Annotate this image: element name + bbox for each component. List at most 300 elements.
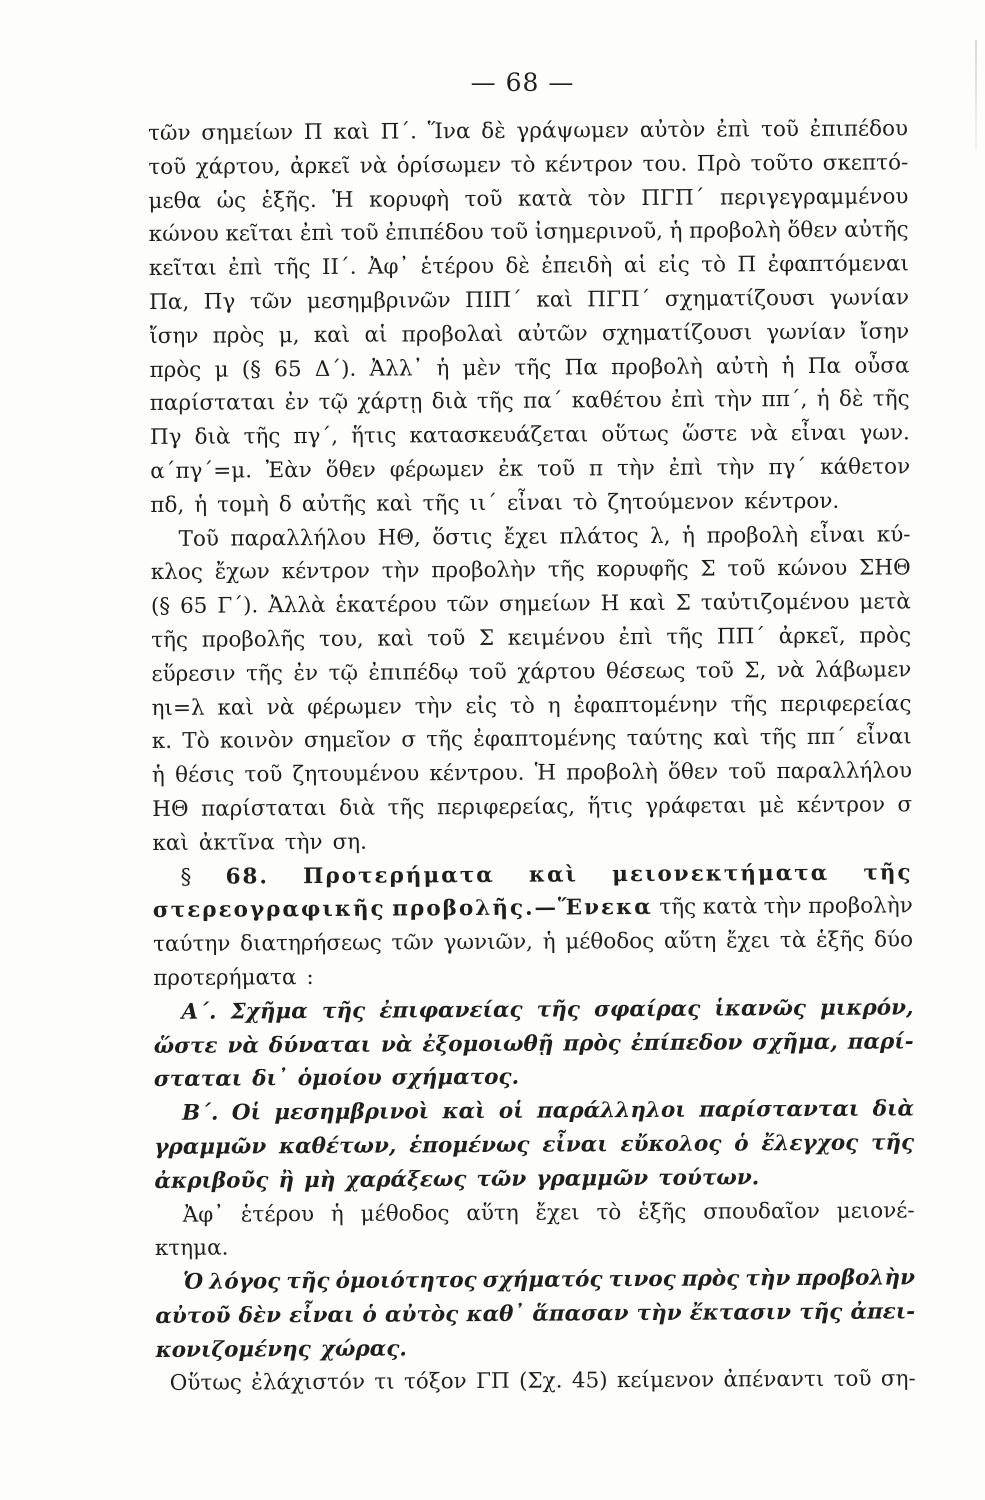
word: ἐπιπέδου bbox=[385, 220, 484, 246]
text-line bbox=[150, 417, 910, 455]
word: μὲν bbox=[462, 355, 502, 381]
word: ὁμοίου bbox=[297, 1065, 382, 1092]
word: οἱ bbox=[498, 1098, 524, 1124]
word: ἀρκεῖ bbox=[289, 153, 351, 179]
word: ΠΠ΄ bbox=[716, 624, 766, 650]
word: πρὸς bbox=[681, 1266, 740, 1292]
word: ὅστις bbox=[432, 524, 493, 550]
word: αὐτὴ bbox=[715, 353, 769, 380]
word: δὲ bbox=[505, 253, 530, 280]
word: εἰς bbox=[465, 693, 498, 719]
word: ἡ bbox=[669, 219, 683, 245]
word: σχῆμα, bbox=[752, 1029, 838, 1055]
word: καὶ bbox=[528, 861, 579, 888]
word: τῆς bbox=[870, 1130, 915, 1156]
word: δ bbox=[278, 491, 292, 517]
word: § bbox=[180, 864, 192, 890]
word: σφαίρας bbox=[594, 996, 701, 1023]
word: ἐπὶ bbox=[668, 455, 703, 481]
word: ἴσην bbox=[149, 323, 199, 349]
word: οὕτως bbox=[601, 421, 669, 448]
word: τινος bbox=[608, 1266, 676, 1293]
word: ΓΠ bbox=[475, 1369, 510, 1395]
text-line bbox=[153, 923, 913, 961]
word: ἡ bbox=[194, 492, 208, 518]
text-line bbox=[151, 552, 911, 590]
word: τὴν bbox=[414, 693, 453, 719]
word: τοῦ bbox=[833, 1367, 872, 1393]
word: πδ, bbox=[150, 492, 185, 518]
word: ηι=λ bbox=[151, 695, 205, 721]
word: μέθοδος bbox=[360, 1200, 450, 1227]
text-line bbox=[154, 1126, 914, 1164]
word: 68. bbox=[225, 863, 270, 890]
word: αὐτὸν bbox=[639, 117, 706, 143]
text-line bbox=[150, 484, 910, 522]
word: ὡς bbox=[216, 187, 247, 214]
word: ἔλεγχος bbox=[761, 1130, 859, 1157]
text-line bbox=[154, 1025, 914, 1063]
word: τῆς bbox=[321, 998, 366, 1024]
word: κέντρου. bbox=[429, 760, 525, 787]
word: ταύτης bbox=[626, 725, 704, 752]
word: τὴν bbox=[616, 455, 655, 482]
word: γωνιῶν, bbox=[443, 929, 534, 956]
word: Ἵνα bbox=[427, 119, 471, 145]
word: ἐπὶ bbox=[228, 255, 263, 281]
word: παραλλήλου bbox=[776, 758, 913, 785]
word: ὅθεν bbox=[325, 457, 376, 483]
word: εἶναι bbox=[809, 522, 866, 548]
word: φέρωμεν bbox=[389, 456, 485, 483]
word: διὰ bbox=[872, 1096, 915, 1122]
word: γράψωμεν bbox=[516, 118, 630, 144]
word: κορυφὴ bbox=[369, 186, 450, 213]
word: Ἀλλ᾽ bbox=[369, 355, 424, 382]
word: ΣΗΘ bbox=[859, 555, 911, 582]
word: ἢ bbox=[278, 1167, 295, 1193]
text-line bbox=[151, 586, 911, 624]
word: διὰ bbox=[339, 795, 376, 821]
word: ἀκριβοῦς bbox=[154, 1167, 269, 1194]
word: ὁμοιότητος bbox=[335, 1268, 477, 1294]
text-line bbox=[150, 518, 910, 556]
word: ὁ bbox=[734, 1131, 749, 1157]
word: Τὸ bbox=[182, 728, 210, 755]
word: περιγεγραμμένου bbox=[719, 183, 909, 211]
text-line bbox=[149, 349, 909, 387]
word: ἔχει bbox=[503, 524, 549, 550]
word: παραλλήλου bbox=[230, 525, 367, 552]
text-line bbox=[149, 315, 909, 353]
word: καὶ bbox=[536, 287, 573, 313]
text-line bbox=[148, 146, 908, 184]
word: ππ΄ bbox=[806, 725, 846, 751]
word: ζητουμένου bbox=[292, 761, 420, 788]
word: κορυφῆς bbox=[596, 557, 689, 583]
word: καὶ bbox=[376, 491, 413, 517]
text-line bbox=[153, 991, 913, 1029]
word: : bbox=[306, 964, 314, 990]
word: Η bbox=[600, 591, 620, 617]
word: ἴσην bbox=[860, 319, 910, 345]
word: ἐκ bbox=[498, 456, 524, 482]
word: ὁρίσωμεν bbox=[396, 152, 502, 179]
word: αἱ bbox=[623, 253, 647, 279]
word: Α΄. bbox=[181, 999, 217, 1025]
word: ἐπίπεδον bbox=[630, 1029, 743, 1056]
word: εἶναι bbox=[507, 490, 563, 516]
word: σημείων bbox=[201, 120, 294, 146]
word: τὸ bbox=[509, 693, 535, 719]
word: σημεῖον bbox=[303, 727, 392, 754]
word: νὰ bbox=[266, 694, 295, 720]
word: ἑξῆς bbox=[637, 1199, 687, 1225]
word: π bbox=[588, 456, 604, 482]
word: σταται bbox=[153, 1066, 243, 1093]
word: ἡ bbox=[542, 929, 556, 955]
word: νὰ bbox=[776, 657, 805, 683]
word: ἐλάχιστόν bbox=[251, 1370, 366, 1396]
word: τὸ bbox=[701, 252, 727, 278]
word: 65 bbox=[179, 593, 208, 619]
word: τῆς bbox=[872, 386, 910, 412]
word: ἔκτασιν bbox=[689, 1299, 792, 1326]
word: προβολῆς bbox=[201, 627, 306, 653]
word: Πγ bbox=[149, 424, 182, 451]
word: τὴν bbox=[714, 387, 753, 413]
text-line bbox=[152, 822, 912, 860]
word: κεῖται bbox=[225, 221, 294, 247]
word: χάρτου, bbox=[195, 153, 281, 180]
word: τοῦ bbox=[537, 456, 576, 482]
word: εἰς bbox=[658, 252, 690, 279]
text-line bbox=[153, 890, 913, 928]
word: μὲ bbox=[758, 793, 785, 819]
word: δὲν bbox=[238, 1303, 282, 1329]
word: ἅπασαν bbox=[532, 1300, 629, 1327]
word: Ἡ bbox=[534, 760, 557, 786]
word: Ἀφ᾽ bbox=[367, 254, 410, 280]
word: 65 bbox=[274, 356, 302, 382]
word: εἶναι bbox=[542, 1132, 608, 1158]
word: διὰ bbox=[431, 389, 468, 415]
word: προβολὴ bbox=[610, 354, 703, 380]
word: σχήματος. bbox=[391, 1065, 520, 1091]
word: ση- bbox=[880, 1366, 916, 1393]
word: ἐξομοιωθῇ bbox=[422, 1031, 554, 1057]
word: τῆς bbox=[286, 1269, 330, 1295]
word: ἑτέρου bbox=[240, 1201, 315, 1227]
text-line bbox=[152, 687, 912, 725]
word: Δ΄). bbox=[314, 356, 357, 382]
word: τῆς bbox=[666, 624, 704, 650]
word: εὔκολος bbox=[620, 1131, 722, 1158]
text-line bbox=[152, 721, 912, 759]
word: κονιζομένης bbox=[155, 1336, 311, 1363]
word: τὸ bbox=[510, 152, 536, 178]
word: τῆς bbox=[426, 727, 464, 753]
word: σχηματίζουσι bbox=[601, 320, 753, 347]
word: κατὰ bbox=[702, 894, 758, 920]
word: Π bbox=[737, 252, 757, 278]
word: τῶν bbox=[148, 120, 191, 146]
word: σ bbox=[401, 727, 417, 753]
word: προβολὴ bbox=[689, 218, 781, 245]
word: προβολὴν bbox=[808, 893, 913, 920]
word: χάρτῃ bbox=[357, 389, 423, 416]
word: ση. bbox=[332, 829, 368, 855]
word: τὴν bbox=[636, 1300, 682, 1326]
word: ὅθεν bbox=[787, 218, 838, 244]
text-line bbox=[152, 754, 912, 792]
word: κώνου bbox=[148, 221, 219, 248]
word: διατηρήσεως bbox=[240, 930, 382, 957]
word: ἀπέναντι bbox=[723, 1367, 825, 1393]
word: τι bbox=[374, 1370, 395, 1396]
word: ἐπιφανείας bbox=[379, 997, 523, 1024]
word: τῆς bbox=[659, 894, 697, 921]
word: ἐν bbox=[284, 390, 310, 416]
word: ἐπὶ bbox=[299, 221, 335, 247]
word: περιφερείας bbox=[780, 690, 912, 717]
word: καὶ bbox=[333, 119, 370, 145]
word: ΗΘ, bbox=[377, 524, 421, 551]
word: του. bbox=[642, 151, 688, 177]
word: Γ΄). bbox=[217, 593, 259, 619]
word: Πρὸ bbox=[696, 151, 742, 177]
word: ΗΘ bbox=[152, 796, 189, 822]
word: τὸ bbox=[596, 1199, 622, 1225]
word: τοῦ bbox=[727, 556, 766, 582]
word: παρίσταται bbox=[201, 795, 327, 822]
word: Σ bbox=[478, 625, 495, 651]
word: αὐτὸς bbox=[384, 1302, 459, 1328]
text-line bbox=[148, 180, 908, 218]
word: αὐτῆς bbox=[301, 491, 367, 517]
word: πγ΄ bbox=[768, 454, 807, 481]
word: μ, bbox=[278, 322, 300, 348]
word: διὰ bbox=[194, 424, 231, 450]
word: ἑπομένως bbox=[409, 1132, 530, 1159]
word: ἐφαπτομένην bbox=[573, 692, 718, 718]
word: νὰ bbox=[359, 153, 388, 179]
word: πρὸς bbox=[859, 623, 912, 649]
word: χώρας. bbox=[320, 1336, 407, 1362]
word: σημείων bbox=[498, 591, 591, 618]
word: μεσημβρινῶν bbox=[306, 288, 451, 315]
word: τῆς bbox=[422, 490, 460, 517]
word: τὴν bbox=[763, 894, 802, 920]
word: ὁ bbox=[362, 1302, 377, 1328]
word: τὴν bbox=[716, 455, 755, 481]
word: κτημα. bbox=[154, 1235, 229, 1262]
word: προβολὴν bbox=[796, 1265, 916, 1292]
word: Προτερήματα bbox=[303, 862, 495, 889]
text-line bbox=[149, 214, 909, 252]
word: ἐπὶ bbox=[618, 624, 653, 651]
word: τῷ bbox=[318, 390, 349, 416]
word: τοῦ bbox=[490, 220, 529, 246]
word: φέρωμεν bbox=[307, 694, 402, 720]
word: τομὴ bbox=[217, 492, 269, 518]
word: τῆς bbox=[863, 859, 913, 886]
word: λόγος bbox=[209, 1269, 281, 1295]
word: νὰ bbox=[750, 421, 778, 447]
text-line bbox=[153, 957, 913, 995]
word: αὐτῆς bbox=[844, 217, 909, 244]
word: Πα bbox=[564, 354, 598, 381]
text-line bbox=[150, 450, 910, 488]
text-line bbox=[155, 1194, 915, 1232]
word: κατὰ bbox=[517, 186, 573, 212]
word: πρὸς bbox=[149, 357, 202, 383]
word: Πα bbox=[807, 353, 842, 379]
text-line bbox=[154, 1059, 914, 1097]
word: κ. bbox=[151, 729, 173, 755]
word: προβολὴ bbox=[566, 760, 658, 786]
word: κέντρον bbox=[796, 792, 886, 818]
text-line bbox=[150, 383, 910, 421]
word: τοῦ bbox=[728, 759, 767, 785]
word: νὰ bbox=[227, 1032, 260, 1059]
word: μειονεκτήματα bbox=[612, 860, 830, 887]
word: ΙΙ΄. bbox=[321, 254, 357, 281]
word: θέσις bbox=[175, 762, 235, 788]
word: τῆς bbox=[273, 255, 311, 281]
word: μετὰ bbox=[859, 589, 911, 615]
word: τῆς bbox=[536, 997, 581, 1023]
word: καὶ bbox=[629, 591, 666, 617]
word: οὖσα bbox=[854, 352, 910, 379]
word: μικρόν, bbox=[820, 995, 914, 1021]
word: ἡ bbox=[436, 355, 450, 381]
word: πα΄ bbox=[522, 388, 563, 415]
word: η bbox=[547, 693, 561, 719]
word: ἰσημερινοῦ, bbox=[534, 219, 664, 246]
word: 45) bbox=[571, 1368, 608, 1394]
text-line bbox=[155, 1329, 915, 1367]
word: ἔχει bbox=[725, 928, 771, 954]
word: Πγ bbox=[203, 289, 236, 315]
word: καθέτου bbox=[571, 388, 662, 414]
word: τῆς bbox=[151, 627, 189, 653]
word: εἶναι bbox=[855, 724, 912, 751]
text-line bbox=[151, 619, 911, 657]
word: ἀρκεῖ, bbox=[778, 623, 846, 650]
word: στερεογραφικῆς bbox=[152, 896, 386, 924]
word: δὲ bbox=[481, 118, 506, 144]
word: ἱκανῶς bbox=[714, 995, 807, 1022]
word: (§ bbox=[241, 356, 262, 383]
word: μεσημβρινοὶ bbox=[274, 1099, 430, 1126]
text-line bbox=[148, 112, 908, 150]
word: ἔχει bbox=[535, 1199, 580, 1226]
word: ἐπιπέδῳ bbox=[368, 659, 459, 686]
word: τῶν bbox=[476, 1166, 527, 1192]
word: γραμμῶν bbox=[154, 1134, 267, 1160]
word: παρί- bbox=[847, 1028, 914, 1055]
word: ιι΄ bbox=[469, 490, 498, 516]
word: τῆς bbox=[514, 355, 552, 381]
word: ἑξῆς. bbox=[261, 187, 317, 213]
word: καὶ bbox=[313, 322, 351, 348]
text-line bbox=[154, 1092, 914, 1130]
text-line bbox=[153, 856, 913, 894]
word: ἑκατέρου bbox=[335, 592, 437, 619]
word: προτερήματα bbox=[153, 965, 297, 991]
word: αὕτη bbox=[663, 928, 717, 954]
word: τοῦτο bbox=[750, 150, 814, 177]
word: τῆς bbox=[246, 660, 283, 687]
word: δύναται bbox=[268, 1032, 372, 1058]
word: Ἀλλὰ bbox=[268, 593, 326, 619]
word: τούτων. bbox=[658, 1164, 760, 1191]
word: γράφεται bbox=[645, 793, 747, 819]
word: (§ bbox=[150, 594, 171, 620]
word: ταὐτιζομένου bbox=[700, 589, 850, 616]
word: Π bbox=[303, 119, 323, 146]
word: γωνίαν bbox=[829, 285, 910, 311]
word: τῆς bbox=[730, 691, 768, 717]
word: κειμένου bbox=[507, 625, 606, 651]
word: ἐπὶ bbox=[670, 387, 706, 414]
word: τοῦ bbox=[340, 220, 379, 247]
word: σπουδαῖον bbox=[703, 1198, 820, 1225]
word: Ἀφ᾽ bbox=[182, 1202, 225, 1228]
word: σχήματός bbox=[482, 1267, 603, 1294]
word: τὸν bbox=[587, 185, 626, 211]
word: (Σχ. bbox=[518, 1368, 563, 1395]
word: μὴ bbox=[304, 1167, 336, 1193]
word: Οἱ bbox=[231, 1100, 262, 1126]
word: Σχῆμα bbox=[230, 998, 308, 1025]
text-line bbox=[155, 1228, 915, 1266]
word: αὐτῶν bbox=[517, 321, 588, 347]
word: τῶν bbox=[391, 930, 434, 956]
word: τοῦ bbox=[695, 658, 734, 684]
word: κεῖται bbox=[148, 255, 217, 282]
word: προβολῆς.—Ἕνεκα bbox=[392, 895, 653, 922]
word: προβολὴν bbox=[431, 557, 537, 584]
word: τὸ bbox=[572, 490, 598, 516]
word: κατασκευάζεται bbox=[409, 422, 589, 449]
word: γων. bbox=[859, 420, 910, 446]
word: Τοῦ bbox=[178, 526, 220, 552]
word: προβολαὶ bbox=[401, 321, 504, 348]
word: περιφερείας, bbox=[436, 794, 576, 821]
word: του, bbox=[318, 626, 364, 652]
word: γραμμῶν bbox=[536, 1165, 649, 1192]
word: ἡ bbox=[330, 1201, 344, 1227]
word: κύ- bbox=[876, 521, 911, 548]
word: τοῦ bbox=[427, 626, 466, 652]
word: ζητούμενον bbox=[607, 489, 735, 515]
word: πρὸς bbox=[563, 1030, 621, 1056]
word: λάβωμεν bbox=[814, 657, 912, 683]
word: ἡ bbox=[682, 523, 696, 549]
body-text bbox=[148, 112, 916, 1401]
word: κοινὸν bbox=[219, 728, 294, 754]
word: νὰ bbox=[380, 1031, 413, 1058]
word: προβολὴ bbox=[706, 522, 799, 549]
word: ὥστε bbox=[681, 421, 738, 447]
text-line bbox=[149, 281, 909, 319]
text-line bbox=[152, 788, 912, 826]
word: καὶ bbox=[442, 1099, 486, 1125]
word: λ, bbox=[650, 523, 671, 549]
word: ἐπειδὴ bbox=[541, 253, 613, 279]
